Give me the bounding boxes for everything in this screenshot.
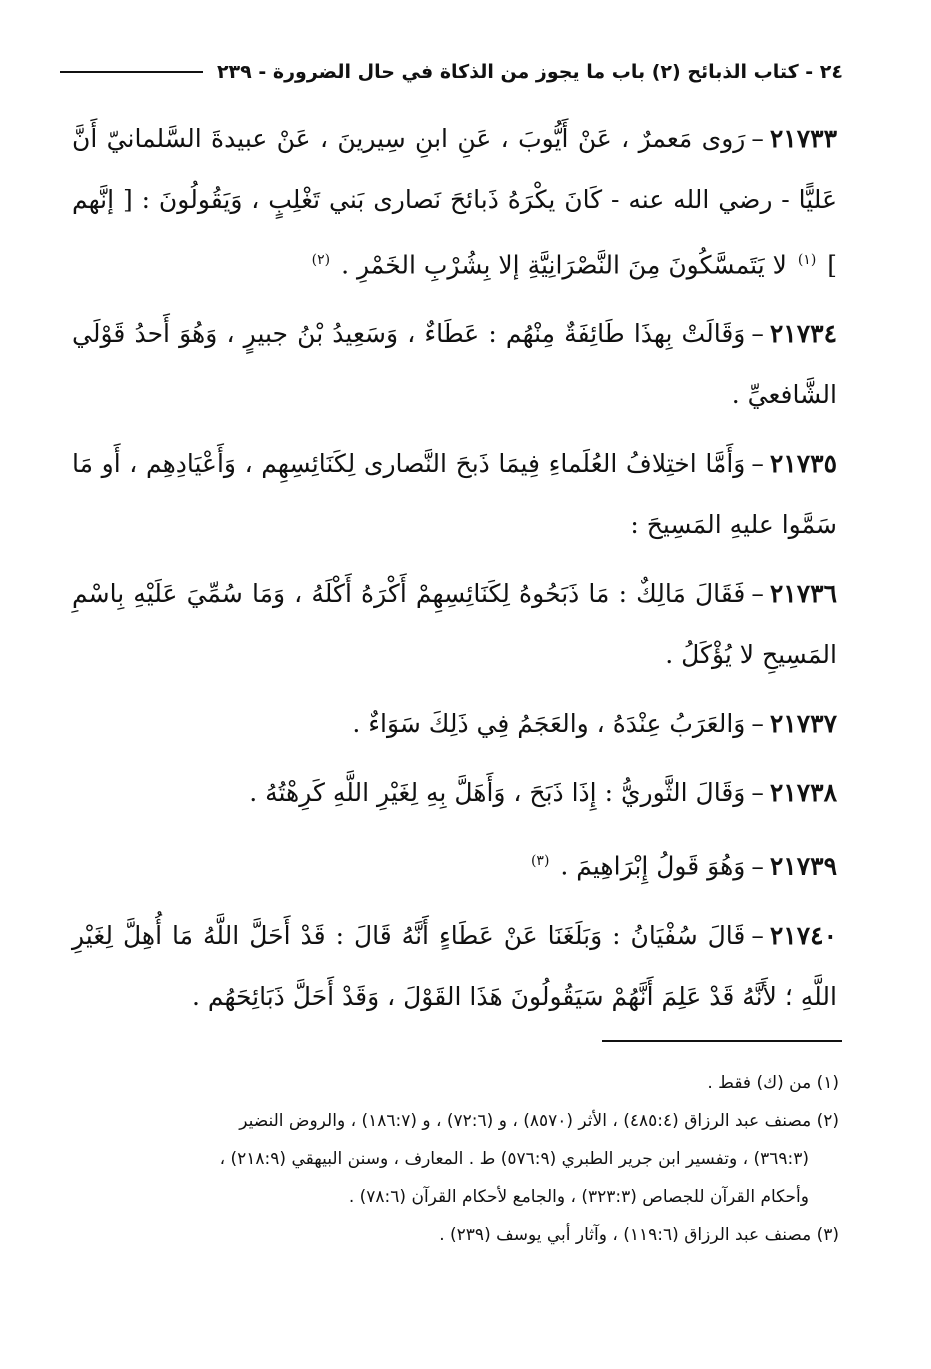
paragraph-number: ٢١٧٣٨ <box>769 778 837 808</box>
paragraph-21740: ٢١٧٤٠–قَالَ سُفْيَانُ : وَبَلَغَنَا عَنْ عَطَاءٍ أَنَّهُ قَالَ : قَدْ أَحَلَّ اللَّهُ مَا أُهِلَّ لِغَيْرِ اللَّهِ ؛ لأَنَّهُ قَدْ عَلِمَ أَنَّهُمْ سَيَقُولُونَ هَذَا القَوْلَ ، وَقَدْ أَحَلَّ ذَبَائِحَهُم . <box>72 920 837 1011</box>
paragraph-21738: ٢١٧٣٨–وَقَالَ الثَّوريُّ : إِذَا ذَبَحَ ، وَأَهَلَّ بِهِ لِغَيْرِ اللَّهِ كَرِهْتُهُ . <box>249 778 837 808</box>
paragraph-text: فَقَالَ مَالِكٌ : مَا ذَبَحُوهُ لِكَنَائِسِهِمْ أَكْرَهُ أَكْلَهُ ، وَمَا سُمِّيَ عَلَيْهِ بِاسْمِ المَسِيحِ لا يُؤْكَلُ . <box>72 579 837 670</box>
paragraph-number: ٢١٧٤٠ <box>769 920 837 950</box>
running-header <box>60 52 843 92</box>
footnote-separator <box>602 1040 842 1042</box>
paragraph-21736: ٢١٧٣٦–فَقَالَ مَالِكٌ : مَا ذَبَحُوهُ لِكَنَائِسِهِمْ أَكْرَهُ أَكْلَهُ ، وَمَا سُمِّيَ عَلَيْهِ بِاسْمِ المَسِيحِ لا يُؤْكَلُ . <box>72 579 837 670</box>
footnote-2-line-1: (٢) مصنف عبد الرزاق (٤٨٥:٤) ، الأثر (٨٥٧٠) ، و (٧٢:٦) ، و (١٨٦:٧) ، والروض النضير <box>239 1111 839 1131</box>
footnote-1: (١) من (ك) فقط . <box>707 1073 839 1093</box>
paragraph-21739: ٢١٧٣٩–وَهُوَ قَولُ إِبْرَاهِيمَ . $^{(٣)}$ <box>72 831 837 896</box>
footnote-2-line-3: وأحكام القرآن للجصاص (٣٢٣:٣) ، والجامع لأحكام القرآن (٧٨:٦) . <box>348 1187 809 1207</box>
header-rule <box>60 71 203 73</box>
paragraph-text: وَقَالَتْ بِهذَا طَائِفَةٌ مِنْهُم : عَطَاءٌ ، وَسَعِيدُ بْنُ جبيرٍ ، وَهُوَ أَحدُ قَوْلَي الشَّافعيِّ . <box>72 319 837 410</box>
footnote-2-line-2: (٣٦٩:٣) ، وتفسير ابن جرير الطبري (٥٧٦:٩) ط . المعارف ، وسنن البيهقي (٢١٨:٩) ، <box>219 1149 809 1169</box>
paragraph-text: وَأَمَّا اختِلافُ العُلَماءِ فِيمَا ذَبحَ النَّصارى لِكَنَائِسِهِم ، وَأَعْيَادِهِم ، أَو مَا سَمَّوا عليهِ المَسِيحَ : <box>72 449 837 540</box>
paragraph-21734: ٢١٧٣٤–وَقَالَتْ بِهذَا طَائِفَةٌ مِنْهُم : عَطَاءٌ ، وَسَعِيدُ بْنُ جبيرٍ ، وَهُوَ أَحدُ قَوْلَي الشَّافعيِّ . <box>72 319 837 410</box>
paragraph-number: ٢١٧٣٩ <box>769 851 837 881</box>
paragraph-text-continued: لا يَتَمسَّكُونَ مِنَ النَّصْرَانِيَّةِ إلا بِشُرْبِ الخَمْرِ . <box>341 250 787 280</box>
paragraph-text: قَالَ سُفْيَانُ : وَبَلَغَنَا عَنْ عَطَاءٍ أَنَّهُ قَالَ : قَدْ أَحَلَّ اللَّهُ مَا أُهِلَّ لِغَيْرِ اللَّهِ ؛ لأَنَّهُ قَدْ عَلِمَ أَنَّهُمْ سَيَقُولُونَ هَذَا القَوْلَ ، وَقَدْ أَحَلَّ ذَبَائِحَهُم . <box>72 920 837 1011</box>
footnote-3: (٣) مصنف عبد الرزاق (١١٩:٦) ، وآثار أبي يوسف (٢٣٩) . <box>439 1225 839 1245</box>
paragraph-number: ٢١٧٣٣ <box>769 124 837 153</box>
paragraph-text: رَوى مَعمرٌ ، عَنْ أَيُّوبَ ، عَنِ ابنِ سِيرينَ ، عَنْ عبيدةَ السَّلمانيّ أَنَّ عَليًّا - رضي الله عنه - كَانَ يكْرَهُ ذَبائحَ نَصارى بَني تَغْلِبٍ ، وَيَقُولُونَ : [ إنَّهم ] <box>72 124 837 280</box>
footnotes <box>68 1064 839 1254</box>
footnote-ref-2[interactable]: (٢) <box>311 252 331 268</box>
paragraph-number: ٢١٧٣٥ <box>769 449 837 479</box>
paragraph-21735: ٢١٧٣٥–وَأَمَّا اختِلافُ العُلَماءِ فِيمَا ذَبحَ النَّصارى لِكَنَائِسِهِم ، وَأَعْيَادِهِم ، أَو مَا سَمَّوا عليهِ المَسِيحَ : <box>72 449 837 540</box>
paragraph-number: ٢١٧٣٧ <box>769 709 837 739</box>
paragraph-21733: ٢١٧٣٣–رَوى مَعمرٌ ، عَنْ أَيُّوبَ ، عَنِ ابنِ سِيرينَ ، عَنْ عبيدةَ السَّلمانيّ أَنَّ عَليًّا - رضي الله عنه - كَانَ يكْرَهُ ذَبائحَ نَصارى بَني تَغْلِبٍ ، وَيَقُولُونَ : [ إنَّهم ] $^{(١)}$ لا يَتَمسَّكُونَ مِنَ النَّصْرَانِيَّةِ إلا بِشُرْبِ الخَمْرِ . $^{(٢)}$ <box>72 124 837 280</box>
paragraph-text: وَهُوَ قَولُ إِبْرَاهِيمَ . <box>560 851 746 881</box>
footnote-ref-1[interactable]: (١) <box>797 252 817 268</box>
main-text <box>72 108 837 1035</box>
paragraph-text: وَقَالَ الثَّوريُّ : إِذَا ذَبَحَ ، وَأَهَلَّ بِهِ لِغَيْرِ اللَّهِ كَرِهْتُهُ . <box>249 778 746 808</box>
paragraph-number: ٢١٧٣٦ <box>769 579 837 609</box>
paragraph-21737: ٢١٧٣٧–وَالعَرَبُ عِنْدَهُ ، والعَجَمُ فِي ذَلِكَ سَوَاءٌ . <box>352 709 837 739</box>
paragraph-text: وَالعَرَبُ عِنْدَهُ ، والعَجَمُ فِي ذَلِكَ سَوَاءٌ . <box>352 709 746 739</box>
footnote-ref-3[interactable]: (٣) <box>530 853 550 870</box>
paragraph-number: ٢١٧٣٤ <box>769 319 837 349</box>
header-title: ٢٤ - كتاب الذبائح (٢) باب ما يجوز من الذكاة في حال الضرورة - ٢٣٩ <box>216 61 843 83</box>
